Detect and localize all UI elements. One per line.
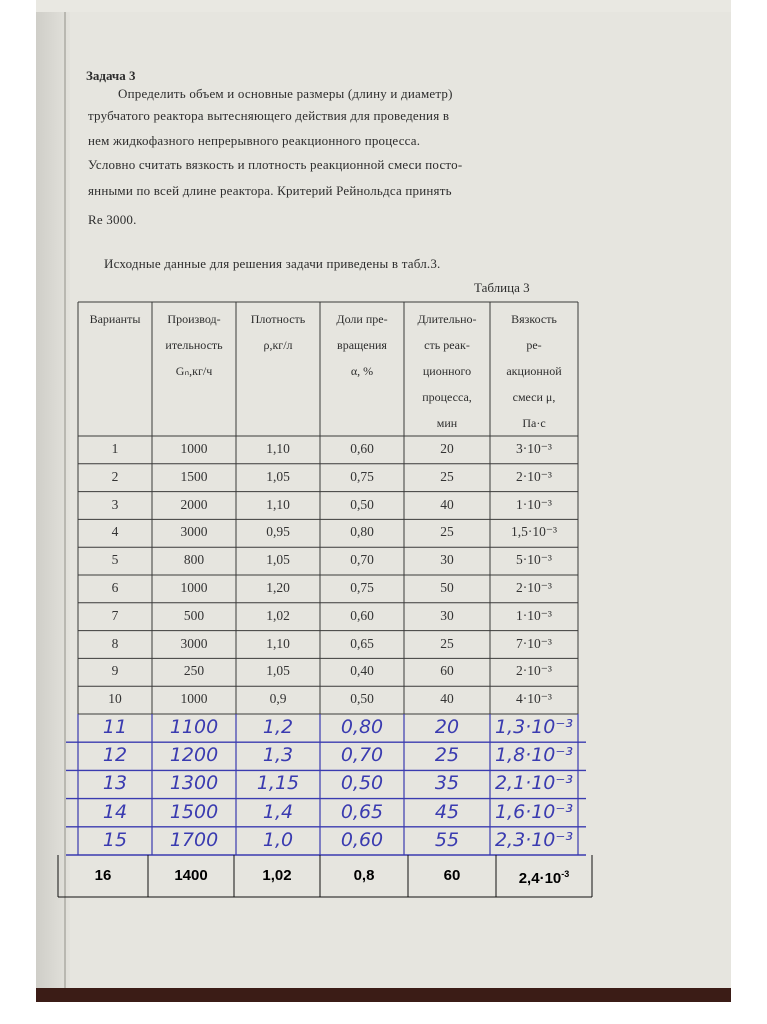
table-cell: 5 <box>111 552 119 568</box>
handwritten-cell: 1,6·10⁻³ <box>494 800 574 823</box>
table-caption: Таблица 3 <box>474 280 530 295</box>
task-text-line: трубчатого реактора вытесняющего действия для проведения в <box>88 108 450 123</box>
task-text-line: Определить объем и основные размеры (длину и диаметр) <box>118 86 453 101</box>
typed-cell: 1,02 <box>262 867 292 884</box>
handwritten-cell: 1,0 <box>262 828 294 851</box>
handwritten-cell: 1,2 <box>262 716 294 738</box>
table-cell: 50 <box>440 580 454 595</box>
table-cell: 1,10 <box>266 635 290 651</box>
table-cell: 1,10 <box>266 441 290 456</box>
handwritten-cell: 0,80 <box>340 716 384 738</box>
table-cell: 40 <box>440 496 454 512</box>
table-cell: 10 <box>108 691 122 707</box>
column-header-line: акционной <box>506 364 562 378</box>
handwritten-cell: 0,50 <box>340 772 384 795</box>
table-cell: 7·10⁻³ <box>516 635 552 651</box>
table-cell: 4 <box>111 524 119 540</box>
table-cell: 2·10⁻³ <box>516 468 552 484</box>
table-cell: 0,65 <box>350 635 374 651</box>
viscosity-base: 2,4·10 <box>518 870 562 887</box>
table-cell: 0,80 <box>350 524 374 540</box>
handwritten-cell: 25 <box>434 744 460 767</box>
task-title: Задача 3 <box>86 68 136 83</box>
column-header-line: процесса, <box>422 390 472 404</box>
table-cell: 0,75 <box>350 580 374 595</box>
handwritten-cell: 0,60 <box>340 828 384 851</box>
column-header-line: ционного <box>422 364 472 378</box>
handwritten-cell: 14 <box>102 800 128 823</box>
table-cell: 2000 <box>180 496 208 512</box>
typed-viscosity-cell <box>496 869 592 887</box>
handwritten-cell: 1300 <box>169 772 219 795</box>
table-cell: 30 <box>440 607 454 623</box>
handwritten-cell: 11 <box>102 716 128 738</box>
task-text-line: Условно считать вязкость и плотность реакционной смеси посто- <box>88 157 463 172</box>
handwritten-cell: 1,15 <box>256 772 300 795</box>
table-cell: 0,40 <box>350 663 374 679</box>
table-cell: 0,60 <box>350 607 374 623</box>
table-cell: 20 <box>440 441 454 456</box>
table-cell: 1,05 <box>266 552 290 568</box>
table-cell: 2·10⁻³ <box>516 663 552 679</box>
table-cell: 1,20 <box>266 580 290 595</box>
table-cell: 5·10⁻³ <box>516 552 552 568</box>
handwritten-cell: 55 <box>434 828 460 851</box>
column-header-line: мин <box>436 416 458 430</box>
column-header-line: Длительно- <box>417 312 477 326</box>
column-header-line: Плотность <box>250 312 306 326</box>
table-cell: 0,60 <box>350 441 374 456</box>
table-cell: 1,5·10⁻³ <box>510 524 558 540</box>
column-header-line: Вязкость <box>511 312 557 326</box>
table-cell: 2·10⁻³ <box>516 580 552 595</box>
table-cell: 500 <box>183 607 205 623</box>
table-cell: 4·10⁻³ <box>516 691 552 707</box>
column-header-line: смеси μ, <box>512 390 556 404</box>
handwritten-cell: 1500 <box>169 800 219 823</box>
table-cell: 1000 <box>180 691 208 707</box>
typed-cell: 60 <box>443 867 461 884</box>
table-cell: 1·10⁻³ <box>516 496 552 512</box>
table-cell: 60 <box>440 663 454 679</box>
table-cell: 1,02 <box>266 607 290 623</box>
table-cell: 3 <box>111 496 119 512</box>
handwritten-cell: 35 <box>434 772 460 795</box>
column-header-line: сть реак- <box>424 338 470 352</box>
handwritten-cell: 15 <box>102 828 128 851</box>
typed-cell: 1400 <box>174 867 208 884</box>
table-cell: 0,50 <box>350 496 374 512</box>
column-header-line: ительность <box>165 338 223 352</box>
table-cell: 1,05 <box>266 663 290 679</box>
handwritten-cell: 1200 <box>169 744 219 767</box>
handwritten-cell: 0,70 <box>340 744 384 767</box>
handwritten-cell: 13 <box>102 772 128 795</box>
column-header-line: Варианты <box>89 312 141 326</box>
column-header-line: Доли пре- <box>336 312 388 326</box>
table-cell: 3·10⁻³ <box>516 441 552 456</box>
handwritten-cell: 1,3 <box>262 744 294 767</box>
column-header-line: Па·с <box>522 416 546 430</box>
table-cell: 30 <box>440 552 454 568</box>
table-cell: 1000 <box>180 441 208 456</box>
table-cell: 0,70 <box>350 552 374 568</box>
typed-cell: 16 <box>94 867 112 884</box>
column-header-line: α, % <box>350 364 374 378</box>
handwritten-cell: 0,65 <box>340 800 384 823</box>
table-cell: 0,50 <box>350 691 374 707</box>
handwritten-cell: 1700 <box>169 828 219 851</box>
table-cell: 1,10 <box>266 496 290 512</box>
table-cell: 6 <box>111 580 119 595</box>
table-cell: 8 <box>111 635 119 651</box>
handwritten-cell: 12 <box>102 744 128 767</box>
column-header-line: ре- <box>526 338 542 352</box>
handwritten-cell: 1,3·10⁻³ <box>494 716 574 738</box>
column-header-line: Gₙ,кг/ч <box>175 364 213 378</box>
table-cell: 0,75 <box>350 468 374 484</box>
table-cell: 25 <box>440 524 454 540</box>
table-cell: 0,95 <box>266 524 290 540</box>
handwritten-cell: 45 <box>434 800 460 823</box>
data-source-line: Исходные данные для решения задачи приведены в табл.3. <box>104 256 441 271</box>
task-text-line: нем жидкофазного непрерывного реакционного процесса. <box>88 133 421 148</box>
table-cell: 800 <box>183 552 205 568</box>
handwritten-cell: 20 <box>434 716 460 738</box>
column-header-line: Производ- <box>167 312 221 326</box>
table-cell: 250 <box>183 663 205 679</box>
table-cell: 7 <box>111 607 119 623</box>
column-header-line: вращения <box>337 338 387 352</box>
table-cell: 25 <box>440 635 454 651</box>
table-cell: 2 <box>111 468 119 484</box>
column-header-line: ρ,кг/л <box>263 338 293 352</box>
table-cell: 0,9 <box>269 691 287 707</box>
table-cell: 1500 <box>180 468 208 484</box>
handwritten-cell: 1,8·10⁻³ <box>494 744 574 767</box>
table-cell: 3000 <box>180 524 208 540</box>
handwritten-cell: 2,1·10⁻³ <box>494 772 574 795</box>
task-text-line: Re 3000. <box>88 212 137 227</box>
table-cell: 3000 <box>180 635 208 651</box>
handwritten-cell: 1,4 <box>262 800 294 823</box>
table-cell: 1 <box>111 441 119 456</box>
typed-cell: 0,8 <box>353 867 375 884</box>
table-cell: 1·10⁻³ <box>516 607 552 623</box>
task-text-line: янными по всей длине реактора. Критерий Рейнольдса принять <box>88 183 452 198</box>
viscosity-exponent: -3 <box>561 869 570 879</box>
table-cell: 25 <box>440 468 454 484</box>
table-cell: 40 <box>440 691 454 707</box>
table-cell: 1000 <box>180 580 208 595</box>
handwritten-cell: 2,3·10⁻³ <box>494 828 574 851</box>
table-cell: 9 <box>111 663 119 679</box>
table-cell: 1,05 <box>266 468 290 484</box>
handwritten-cell: 1100 <box>169 716 219 738</box>
